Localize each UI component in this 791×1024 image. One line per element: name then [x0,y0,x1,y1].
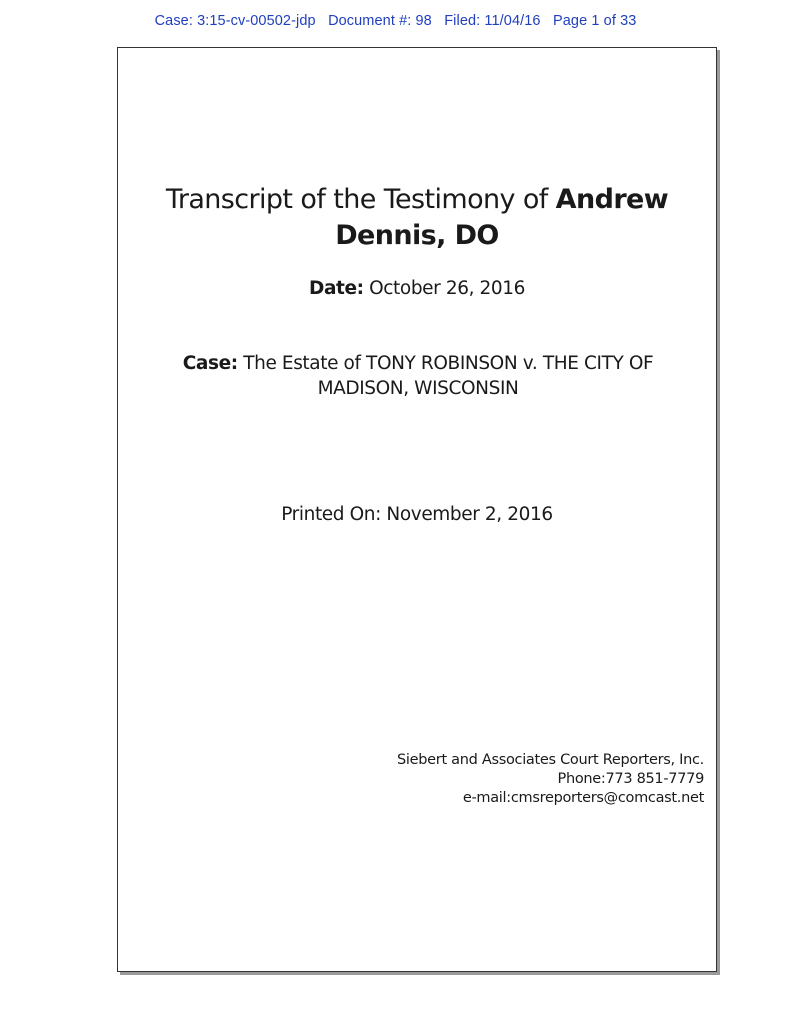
reporter-email: e-mail:cmsreporters@comcast.net [462,790,704,806]
case-name-line2: MADISON, WISCONSIN [317,378,519,399]
printed-on-date: Printed On: November 2, 2016 [281,504,553,525]
case-caption [158,351,678,401]
filing-case-number: Case: 3:15-cv-00502-jdp [154,13,316,29]
witness-first-name: Andrew [555,184,669,215]
filing-date: Filed: 11/04/16 [444,13,541,29]
title-prefix: Transcript of the Testimony of [165,184,556,215]
court-filing-header [0,13,791,29]
date-label: Date: [308,278,364,299]
date-value: October 26, 2016 [369,278,526,299]
reporter-company: Siebert and Associates Court Reporters, Inc. [397,752,704,768]
court-reporter-info [397,751,704,808]
reporter-phone: Phone:773 851-7779 [557,771,704,787]
case-label: Case: [182,353,238,374]
testimony-date [118,278,716,299]
transcript-title [118,182,716,254]
filing-document-number: Document #: 98 [328,13,432,29]
witness-last-name: Dennis, DO [335,220,499,251]
case-name-line1: The Estate of TONY ROBINSON v. THE CITY OF [243,353,654,374]
transcript-cover-page [117,47,717,972]
filing-page-number: Page 1 of 33 [552,13,637,29]
